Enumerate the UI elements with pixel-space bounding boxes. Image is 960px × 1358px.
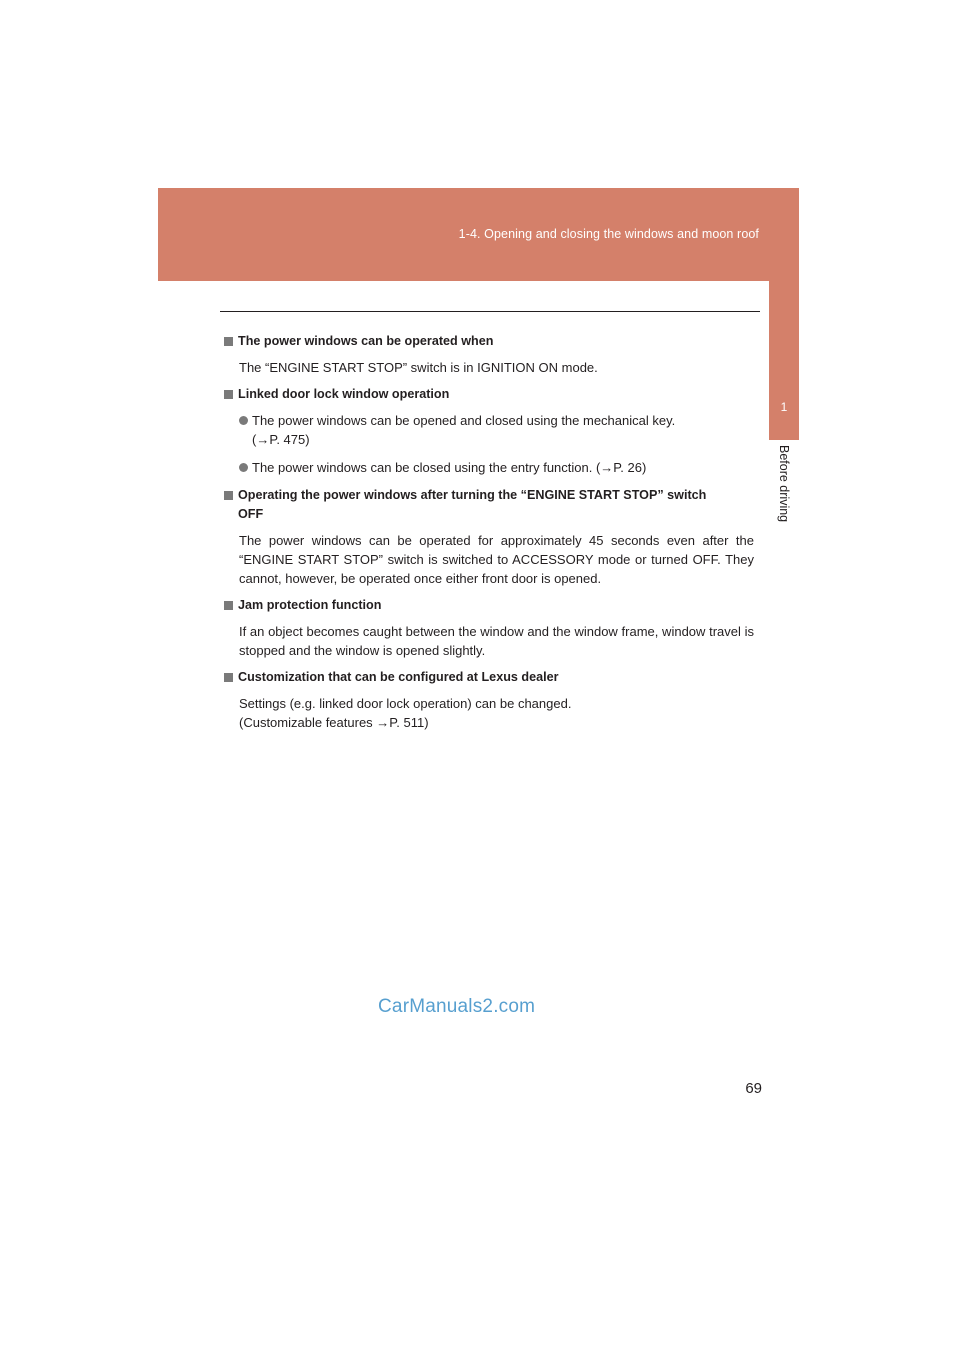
page-number: 69 bbox=[745, 1080, 762, 1097]
section-divider bbox=[220, 311, 760, 312]
body-power-windows-operated-when: The “ENGINE START STOP” switch is in IGNITION ON mode. bbox=[239, 360, 598, 375]
heading-power-windows-operated-when: The power windows can be operated when bbox=[222, 332, 754, 351]
heading-linked-door-lock: Linked door lock window operation bbox=[222, 385, 754, 404]
watermark-link[interactable]: CarManuals2.com bbox=[378, 996, 536, 1017]
square-bullet-icon bbox=[224, 601, 233, 610]
round-bullet-icon bbox=[239, 416, 248, 425]
heading-jam-protection: Jam protection function bbox=[222, 596, 754, 615]
section-title: 1-4. Opening and closing the windows and moon roof bbox=[458, 227, 759, 241]
square-bullet-icon bbox=[224, 491, 233, 500]
square-bullet-icon bbox=[224, 337, 233, 346]
chapter-number: 1 bbox=[780, 400, 788, 414]
chapter-label-container bbox=[769, 445, 799, 575]
body-jam-protection: If an object becomes caught between the window and the window frame, window travel is stopped and the window is opened slightly. bbox=[239, 624, 754, 658]
chapter-label: Before driving bbox=[777, 445, 791, 523]
header-band bbox=[158, 188, 799, 281]
square-bullet-icon bbox=[224, 390, 233, 399]
body-customization: Settings (e.g. linked door lock operation) can be changed. (Customizable features →P. 511) bbox=[239, 696, 572, 730]
round-bullet-icon bbox=[239, 463, 248, 472]
body-operating-after-off: The power windows can be operated for approximately 45 seconds even after the “ENGINE START STOP” switch is switched to ACCESSORY mode or turned OFF. They cannot, however, be operated once either front door is opened. bbox=[239, 533, 754, 586]
page-reference-link[interactable]: (Customizable features →P. 511) bbox=[239, 715, 429, 730]
heading-operating-after-off: Operating the power windows after turning the “ENGINE START STOP” switch OFF bbox=[222, 486, 754, 524]
content-area bbox=[222, 332, 754, 732]
bullet-entry-function: The power windows can be closed using the entry function. (→P. 26) bbox=[222, 458, 754, 477]
square-bullet-icon bbox=[224, 673, 233, 682]
page-reference-link[interactable]: (→P. 475) bbox=[252, 432, 310, 447]
heading-customization: Customization that can be configured at Lexus dealer bbox=[222, 668, 754, 687]
bullet-mechanical-key: The power windows can be opened and closed using the mechanical key. (→P. 475) bbox=[222, 411, 754, 449]
chapter-tab bbox=[769, 281, 799, 440]
